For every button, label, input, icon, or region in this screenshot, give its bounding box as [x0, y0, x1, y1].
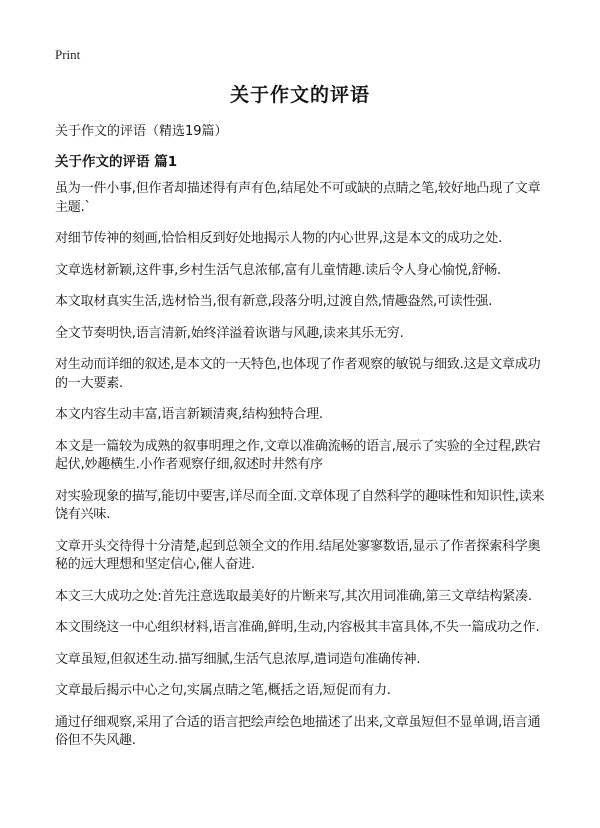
paragraph: 本文三大成功之处:首先注意选取最美好的片断来写,其次用词准确,第三文章结构紧凑. [55, 588, 532, 604]
paragraph: 对实验现象的描写,能切中要害,详尽而全面.文章体现了自然科学的趣味性和知识性,读来饶有兴味. [55, 488, 545, 522]
paragraph: 本文是一篇较为成熟的叙事明理之作,文章以准确流畅的语言,展示了实验的全过程,跌宕起伏,妙趣横生.小作者观察仔细,叙述时井然有序 [55, 438, 541, 472]
page-title: 关于作文的评语 [229, 84, 370, 106]
document-subtitle: 关于作文的评语（精选19篇） [55, 124, 228, 139]
paragraph: 全文节奏明快,语言清新,始终洋溢着诙谐与风趣,读来其乐无穷. [55, 325, 404, 341]
paragraph: 虽为一件小事,但作者却描述得有声有色,结尾处不可或缺的点睛之笔,较好地凸现了文章主题.` [55, 181, 541, 215]
paragraph: 本文内容生动丰富,语言新颖清爽,结构独特合理. [55, 407, 323, 422]
paragraph: 文章开头交待得十分清楚,起到总领全文的作用.结尾处寥寥数语,显示了作者探索科学奥秘的远大理想和坚定信心,催人奋进. [55, 538, 541, 572]
paragraph: 对生动而详细的叙述,是本文的一天特色,也体现了作者观察的敏锐与细致.这是文章成功的一大要素. [55, 357, 541, 391]
print-link[interactable]: Print [55, 47, 81, 62]
paragraph: 文章最后揭示中心之句,实属点睛之笔,概括之语,短促而有力. [55, 683, 391, 698]
paragraph: 本文围绕这一中心组织材料,语言准确,鲜明,生动,内容极其丰富具体,不失一篇成功之作. [55, 620, 540, 635]
document-body [55, 180, 550, 764]
paragraph: 对细节传神的刻画,恰恰相反到好处地揭示人物的内心世界,这是本文的成功之处. [55, 231, 502, 246]
paragraph: 本文取材真实生活,选材恰当,很有新意,段落分明,过渡自然,情趣盎然,可读性强. [55, 294, 493, 309]
paragraph: 通过仔细观察,采用了合适的语言把绘声绘色地描述了出来,文章虽短但不显单调,语言通俗但不失风趣. [55, 714, 541, 748]
paragraph: 文章虽短,但叙述生动.描写细腻,生活气息浓厚,遣词造句准确传神. [55, 651, 421, 667]
section-heading: 关于作文的评语 篇1 [55, 154, 178, 170]
paragraph: 文章选材新颖,这件事,乡村生活气息浓郁,富有儿童情趣.读后令人身心愉悦,舒畅. [55, 262, 501, 278]
